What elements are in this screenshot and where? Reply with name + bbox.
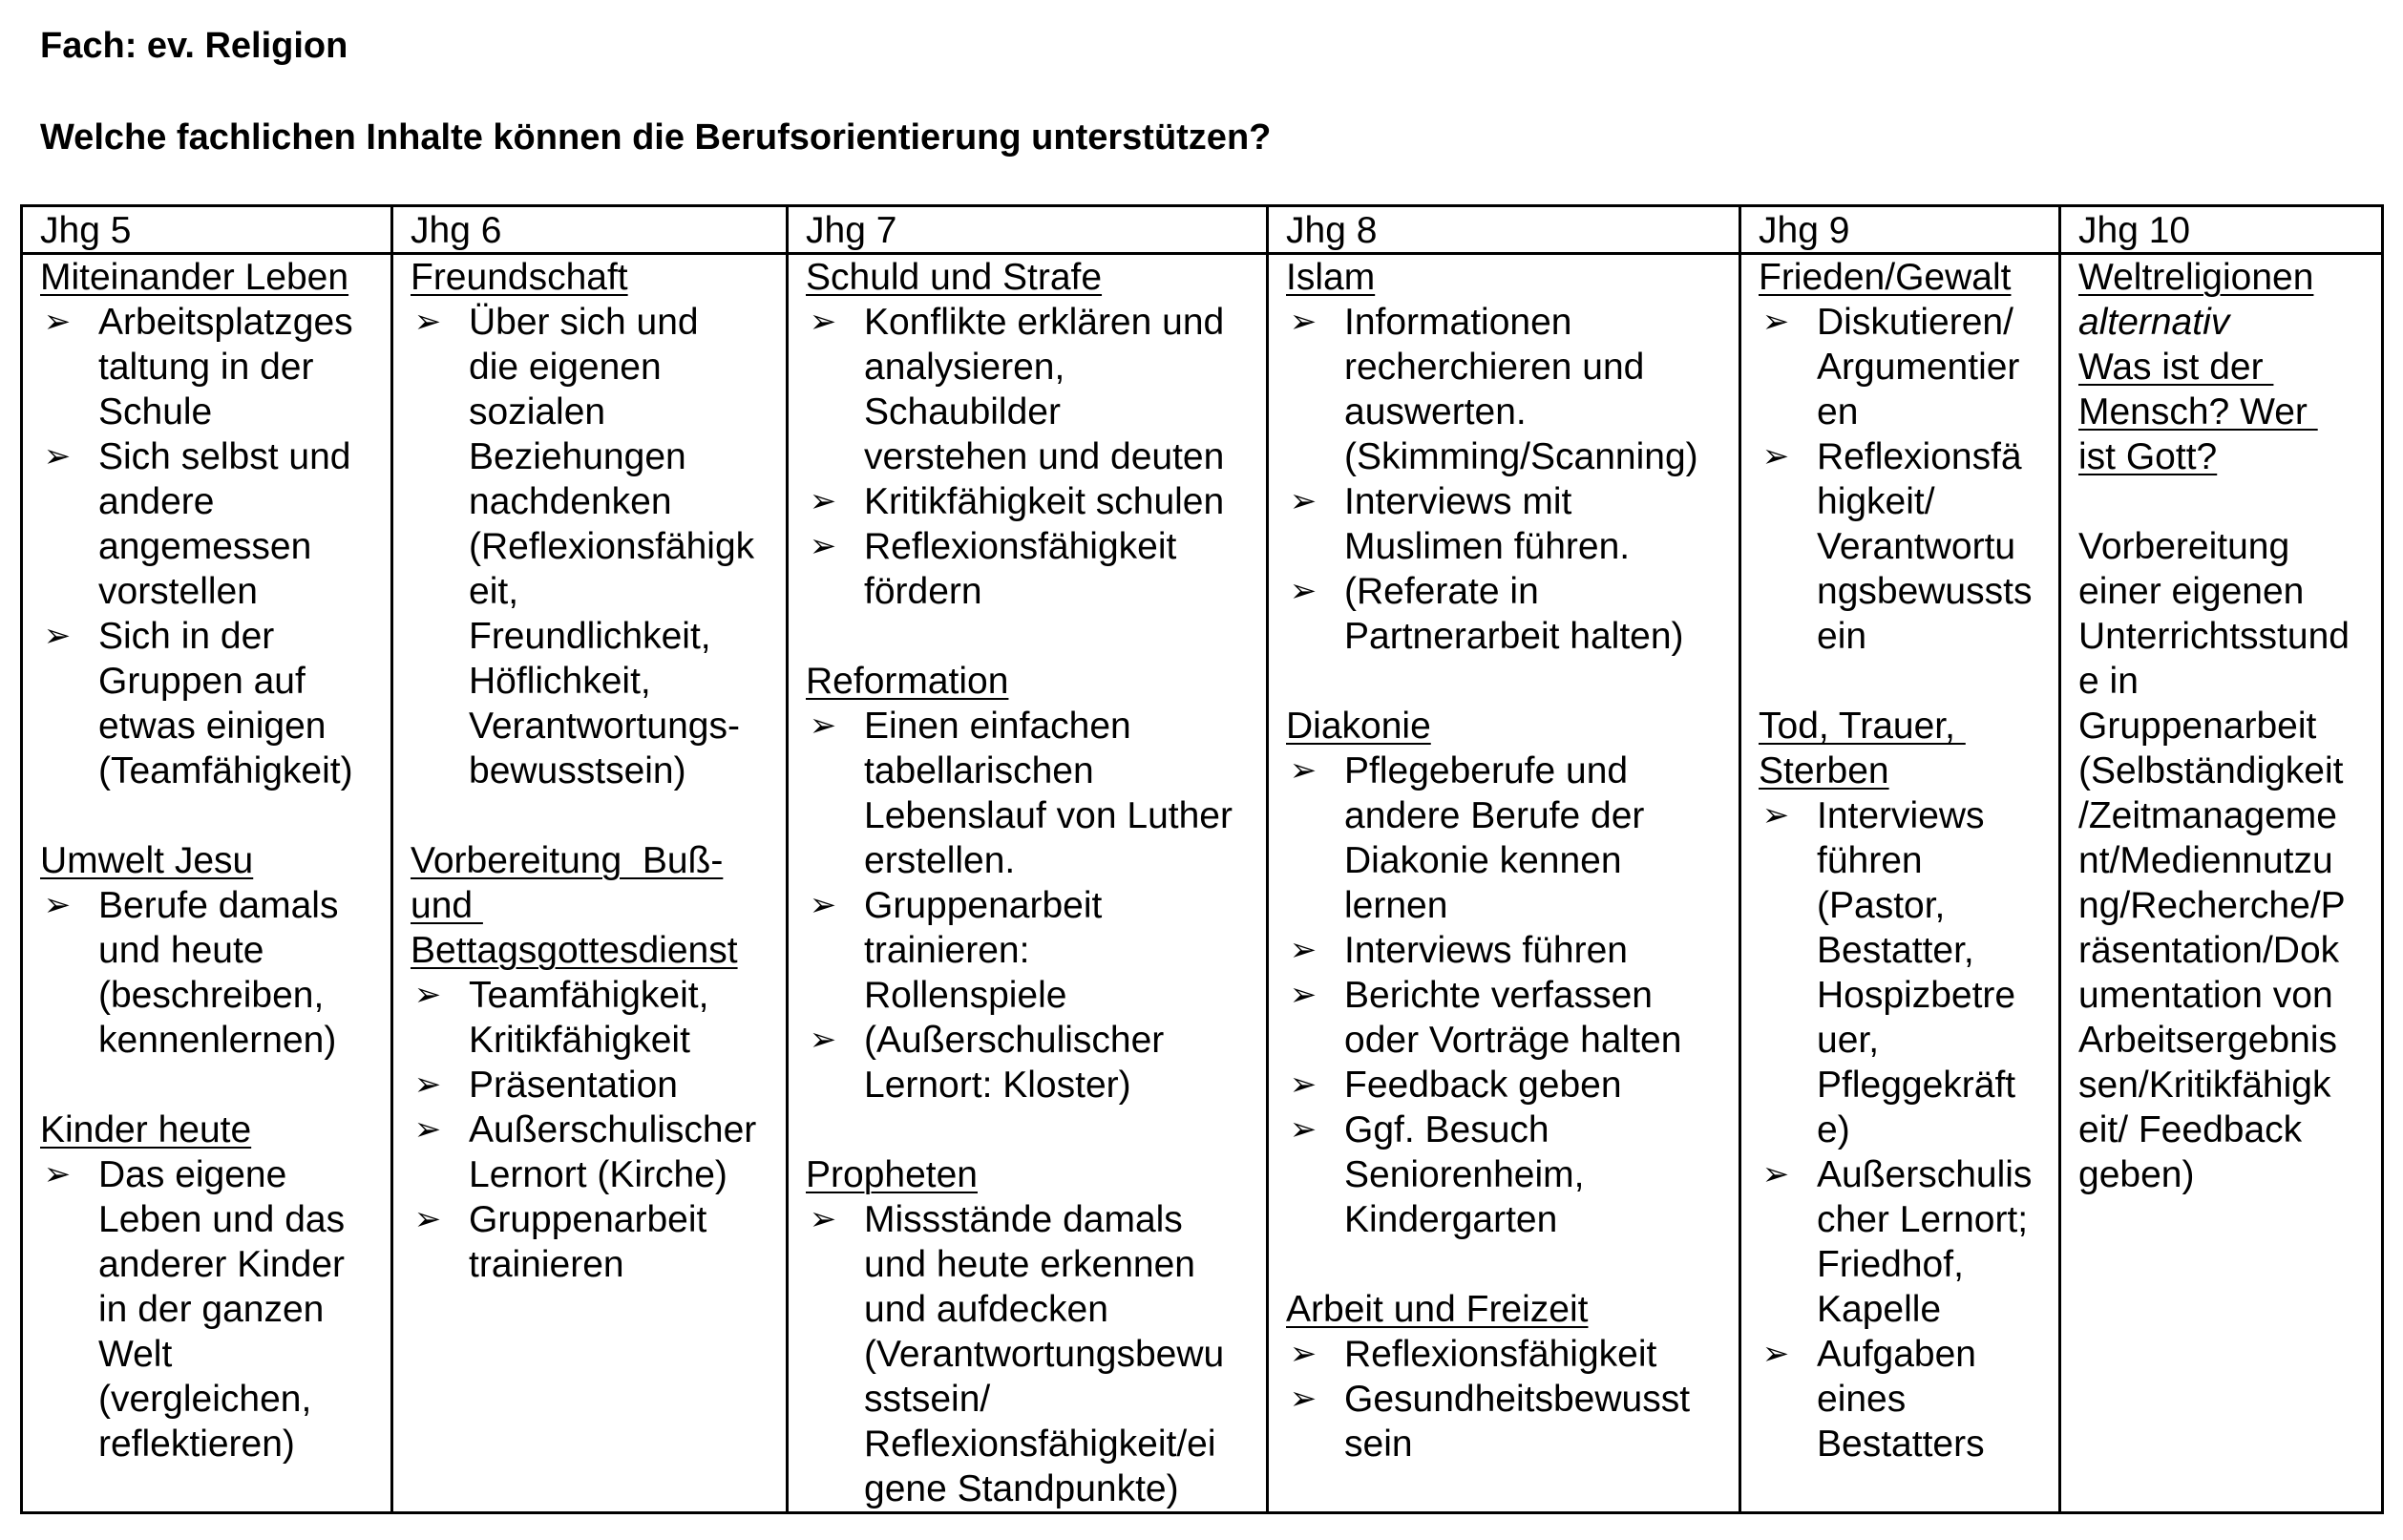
arrowhead-bullet-icon: ➢	[1289, 977, 1317, 1013]
list-item-text: Interviews führen (Pastor, Bestatter, Hospizbetre uer, Pfleggekräft e)	[1817, 795, 2016, 1150]
arrowhead-bullet-icon: ➢	[43, 618, 72, 654]
section-title: Was ist der Mensch? Wer ist Gott?	[2078, 347, 2308, 477]
section-title: Kinder heute	[40, 1109, 252, 1150]
list-item	[40, 614, 353, 793]
list-item	[411, 1108, 756, 1197]
column-jhg8	[1286, 255, 1698, 1466]
section-title: Freundschaft	[411, 257, 628, 298]
list-item-text: (Referate in Partnerarbeit halten)	[1344, 571, 1684, 657]
section-title: Reformation	[806, 661, 1009, 702]
list-item	[1286, 1332, 1698, 1377]
list-item	[806, 479, 1233, 524]
arrowhead-bullet-icon: ➢	[1289, 573, 1317, 609]
list-item-text: Interviews führen	[1344, 930, 1628, 971]
list-item	[40, 883, 353, 1063]
section-title: Miteinander Leben	[40, 257, 349, 298]
arrowhead-bullet-icon: ➢	[43, 304, 72, 340]
list-item-text: Gruppenarbeit trainieren: Rollenspiele	[864, 885, 1103, 1016]
list-item	[806, 883, 1233, 1018]
list-item-text: Teamfähigkeit, Kritikfähigkeit	[469, 975, 709, 1061]
section-title: Umwelt Jesu	[40, 840, 254, 881]
list-item	[411, 1197, 756, 1287]
arrowhead-bullet-icon: ➢	[413, 304, 442, 340]
list-item-text: Informationen recherchieren und auswerten. (Skimming/Scanning)	[1344, 302, 1698, 477]
header-jhg6: Jhg 6	[411, 210, 502, 251]
arrowhead-bullet-icon: ➢	[413, 1201, 442, 1237]
list-item-text: Aufgaben eines Bestatters	[1817, 1334, 1985, 1465]
header-jhg10: Jhg 10	[2078, 210, 2191, 251]
list-item-text: Arbeitsplatzges taltung in der Schule	[98, 302, 353, 432]
section-title: Schuld und Strafe	[806, 257, 1103, 298]
question-heading: Welche fachlichen Inhalte können die Berufsorientierung unterstützen?	[40, 117, 1272, 158]
list-item	[1759, 300, 2032, 434]
list-item	[806, 524, 1233, 614]
section-title: Diakonie	[1286, 706, 1431, 747]
header-jhg7: Jhg 7	[806, 210, 897, 251]
list-item-text: Einen einfachen tabellarischen Lebenslauf von Luther erstellen.	[864, 706, 1233, 881]
arrowhead-bullet-icon: ➢	[809, 707, 837, 744]
section-title: Weltreligionen	[2078, 257, 2314, 298]
section-title: Tod, Trauer, Sterben	[1759, 706, 1955, 791]
list-item	[1286, 749, 1698, 928]
list-item	[1759, 1332, 2032, 1466]
arrowhead-bullet-icon: ➢	[809, 304, 837, 340]
list-item-text: Reflexionsfähigkeit	[1344, 1334, 1657, 1375]
list-item-text: Feedback geben	[1344, 1065, 1622, 1106]
list-item	[806, 704, 1233, 883]
arrowhead-bullet-icon: ➢	[1761, 1156, 1790, 1192]
list-item	[1759, 1152, 2032, 1332]
section-title: Frieden/Gewalt	[1759, 257, 2012, 298]
column-divider	[1739, 207, 1741, 1511]
list-item	[411, 1063, 756, 1108]
list-item-text: Das eigene Leben und das anderer Kinder in der ganzen Welt (vergleichen, reflektieren)	[98, 1154, 346, 1465]
list-item-text: Ggf. Besuch Seniorenheim, Kindergarten	[1344, 1109, 1585, 1240]
list-item-text: Diskutieren/ Argumentier en	[1817, 302, 2020, 432]
header-jhg9: Jhg 9	[1759, 210, 1850, 251]
list-item-text: Berichte verfassen oder Vorträge halten	[1344, 975, 1682, 1061]
column-jhg6	[411, 255, 756, 1287]
arrowhead-bullet-icon: ➢	[1761, 797, 1790, 833]
list-item	[1286, 479, 1698, 569]
list-item-text: Sich selbst und andere angemessen vorstellen	[98, 436, 351, 612]
list-item-text: (Außerschulischer Lernort: Kloster)	[864, 1020, 1165, 1106]
section-title: Arbeit und Freizeit	[1286, 1289, 1589, 1330]
arrowhead-bullet-icon: ➢	[413, 977, 442, 1013]
arrowhead-bullet-icon: ➢	[1761, 1336, 1790, 1372]
arrowhead-bullet-icon: ➢	[1289, 1381, 1317, 1417]
arrowhead-bullet-icon: ➢	[1289, 1336, 1317, 1372]
list-item	[411, 300, 756, 793]
arrowhead-bullet-icon: ➢	[1761, 304, 1790, 340]
list-item	[1286, 928, 1698, 973]
list-item	[1286, 1063, 1698, 1108]
section-title: Propheten	[806, 1154, 978, 1195]
list-item-text: Berufe damals und heute (beschreiben, kennenlernen)	[98, 885, 339, 1061]
list-item	[40, 1152, 353, 1466]
header-jhg5: Jhg 5	[40, 210, 132, 251]
list-item-text: Interviews mit Muslimen führen.	[1344, 481, 1631, 567]
column-jhg9	[1759, 255, 2032, 1466]
list-item-text: Reflexionsfä higkeit/ Verantwortu ngsbewussts ein	[1817, 436, 2033, 657]
list-item-text: Über sich und die eigenen sozialen Beziehungen nachdenken (Reflexionsfähigk eit, Freundlichkeit, Höflichkeit, Verantwortungs- bewusstsein)	[469, 302, 755, 791]
list-item	[1286, 973, 1698, 1063]
arrowhead-bullet-icon: ➢	[43, 438, 72, 475]
column-jhg7	[806, 255, 1233, 1511]
arrowhead-bullet-icon: ➢	[1289, 1111, 1317, 1148]
list-item-text: Pflegeberufe und andere Berufe der Diakonie kennen lernen	[1344, 750, 1645, 926]
list-item-text: Reflexionsfähigkeit fördern	[864, 526, 1177, 612]
list-item	[40, 300, 353, 434]
list-item	[806, 1018, 1233, 1108]
list-item-text: Kritikfähigkeit schulen	[864, 481, 1225, 522]
column-jhg5	[40, 255, 353, 1466]
arrowhead-bullet-icon: ➢	[43, 887, 72, 923]
arrowhead-bullet-icon: ➢	[809, 1022, 837, 1058]
arrowhead-bullet-icon: ➢	[809, 483, 837, 519]
list-item-text: Gruppenarbeit trainieren	[469, 1199, 707, 1285]
list-item-text: Konflikte erklären und analysieren, Schaubilder verstehen und deuten	[864, 302, 1225, 477]
arrowhead-bullet-icon: ➢	[1289, 932, 1317, 968]
list-item-text: Außerschulis cher Lernort; Friedhof, Kapelle	[1817, 1154, 2033, 1330]
column-divider	[390, 207, 393, 1511]
list-item	[1286, 1377, 1698, 1466]
curriculum-table	[20, 204, 2384, 1514]
column-divider	[1266, 207, 1269, 1511]
arrowhead-bullet-icon: ➢	[413, 1111, 442, 1148]
arrowhead-bullet-icon: ➢	[1761, 438, 1790, 475]
list-item	[806, 300, 1233, 479]
list-item	[1759, 793, 2032, 1152]
header-jhg8: Jhg 8	[1286, 210, 1378, 251]
list-item-text: Präsentation	[469, 1065, 678, 1106]
list-item	[1286, 569, 1698, 659]
subject-title: Fach: ev. Religion	[40, 26, 348, 66]
list-item	[1759, 434, 2032, 659]
list-item	[40, 434, 353, 614]
list-item	[1286, 1108, 1698, 1242]
list-item-text: Außerschulischer Lernort (Kirche)	[469, 1109, 757, 1195]
list-item-text: Sich in der Gruppen auf etwas einigen (Teamfähigkeit)	[98, 616, 353, 791]
column-divider	[2058, 207, 2061, 1511]
column-divider	[786, 207, 789, 1511]
arrowhead-bullet-icon: ➢	[809, 528, 837, 564]
arrowhead-bullet-icon: ➢	[1289, 304, 1317, 340]
list-item	[411, 973, 756, 1063]
arrowhead-bullet-icon: ➢	[1289, 1066, 1317, 1103]
alternative-label: alternativ	[2078, 302, 2230, 343]
list-item	[1286, 300, 1698, 479]
arrowhead-bullet-icon: ➢	[1289, 752, 1317, 789]
list-item	[806, 1197, 1233, 1511]
arrowhead-bullet-icon: ➢	[809, 1201, 837, 1237]
list-item-text: Missstände damals und heute erkennen und aufdecken (Verantwortungsbewu sstsein/ Reflexionsfähigkeit/ei gene Standpunkte)	[864, 1199, 1225, 1509]
list-item-text: Gesundheitsbewusst sein	[1344, 1379, 1691, 1465]
arrowhead-bullet-icon: ➢	[413, 1066, 442, 1103]
description-text: Vorbereitung einer eigenen Unterrichtsstund e in Gruppenarbeit (Selbständigkeit /Zeitmanageme nt/Mediennutzu ng/Recherche/P räsentation/Dok umentation von Arbeitsergebnis sen/Kritikfähigk eit/ Feedback geben)	[2078, 526, 2350, 1195]
arrowhead-bullet-icon: ➢	[43, 1156, 72, 1192]
arrowhead-bullet-icon: ➢	[809, 887, 837, 923]
section-title: Islam	[1286, 257, 1376, 298]
column-jhg10	[2078, 255, 2350, 1197]
arrowhead-bullet-icon: ➢	[1289, 483, 1317, 519]
section-title: Vorbereitung Buß- und Bettagsgottesdienst	[411, 840, 738, 971]
